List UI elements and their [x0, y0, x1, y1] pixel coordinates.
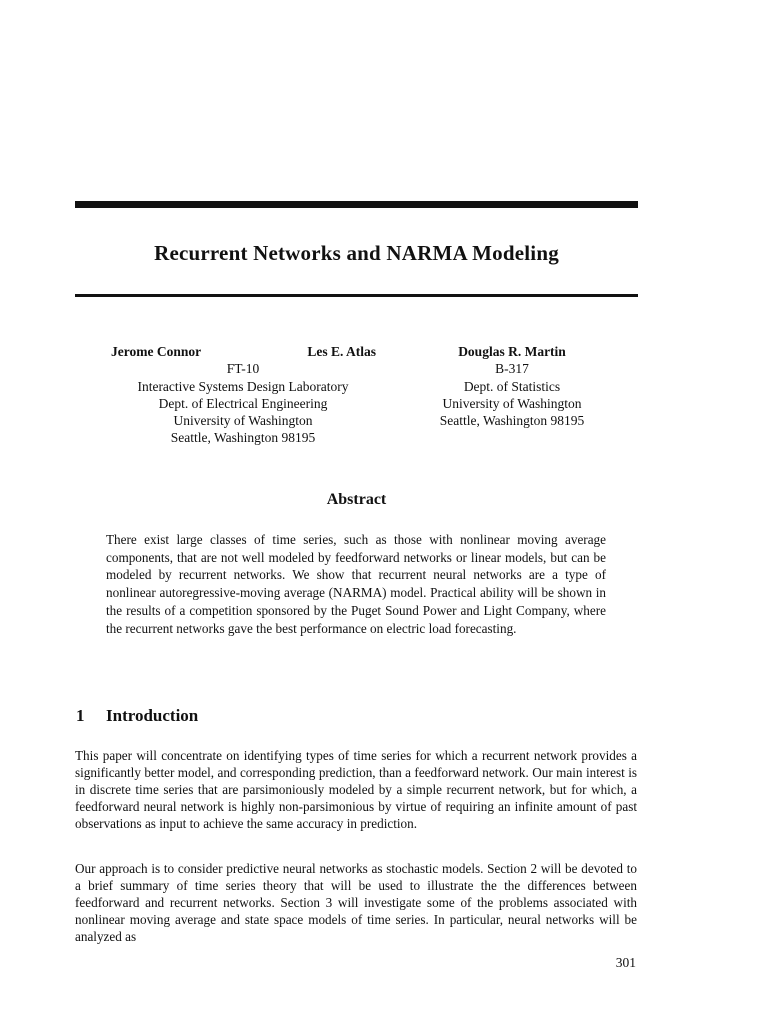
top-rule — [75, 201, 638, 208]
author-block-right — [414, 343, 610, 429]
author-dept: Dept. of Electrical Engineering — [158, 395, 328, 411]
paragraph: Our approach is to consider predictive neural networks as stochastic models. Section 2 will be devoted to a brief summary of time series theory that will be used to illustrate the the differences between feedforward and recurrent networks. Section 3 will investigate some of the problems associated with nonlinear moving average and state space models of time series. In particular, neural networks will be analyzed as — [75, 861, 637, 944]
page-number: 301 — [615, 955, 636, 970]
author-address: Seattle, Washington 98195 — [439, 413, 585, 429]
author-name: Jerome Connor — [111, 344, 202, 359]
section-heading — [76, 706, 476, 726]
title-rule — [75, 294, 638, 297]
author-address: Seattle, Washington 98195 — [170, 430, 316, 446]
author-name: Les E. Atlas — [307, 344, 376, 359]
abstract-heading: Abstract — [326, 491, 387, 508]
paper-title: Recurrent Networks and NARMA Modeling — [154, 241, 559, 265]
author-room: B-317 — [495, 361, 529, 377]
author-university: University of Washington — [442, 395, 582, 411]
author-room: FT-10 — [226, 361, 260, 377]
author-name: Douglas R. Martin — [458, 344, 566, 359]
author-block-left — [105, 343, 381, 447]
section-number: 1 — [76, 706, 85, 725]
paragraph: This paper will concentrate on identifying types of time series for which a recurrent network provides a significantly better model, and corresponding prediction, than a feedforward network. Our main interest is in discrete time series that are parsimoniously modeled by a simple recurrent network, but for which, a feedforward neural network is highly non-parsimonious by virtue of requiring an infinite amount of past observations as input to achieve the same accuracy in prediction. — [75, 748, 637, 831]
author-dept: Dept. of Statistics — [463, 378, 561, 394]
section-title: Introduction — [106, 706, 199, 725]
author-lab: Interactive Systems Design Laboratory — [137, 378, 349, 394]
abstract-text: There exist large classes of time series, such as those with nonlinear moving average components, that are not well modeled by feedforward networks or linear models, but can be modeled by recurrent networks. We show that recurrent neural networks are a type of nonlinear autoregressive-moving average (NARMA) model. Practical ability will be shown in the results of a competition sponsored by the Puget Sound Power and Light Company, where the recurrent networks gave the best performance on electric load forecasting. — [106, 532, 606, 636]
author-university: University of Washington — [173, 413, 313, 429]
